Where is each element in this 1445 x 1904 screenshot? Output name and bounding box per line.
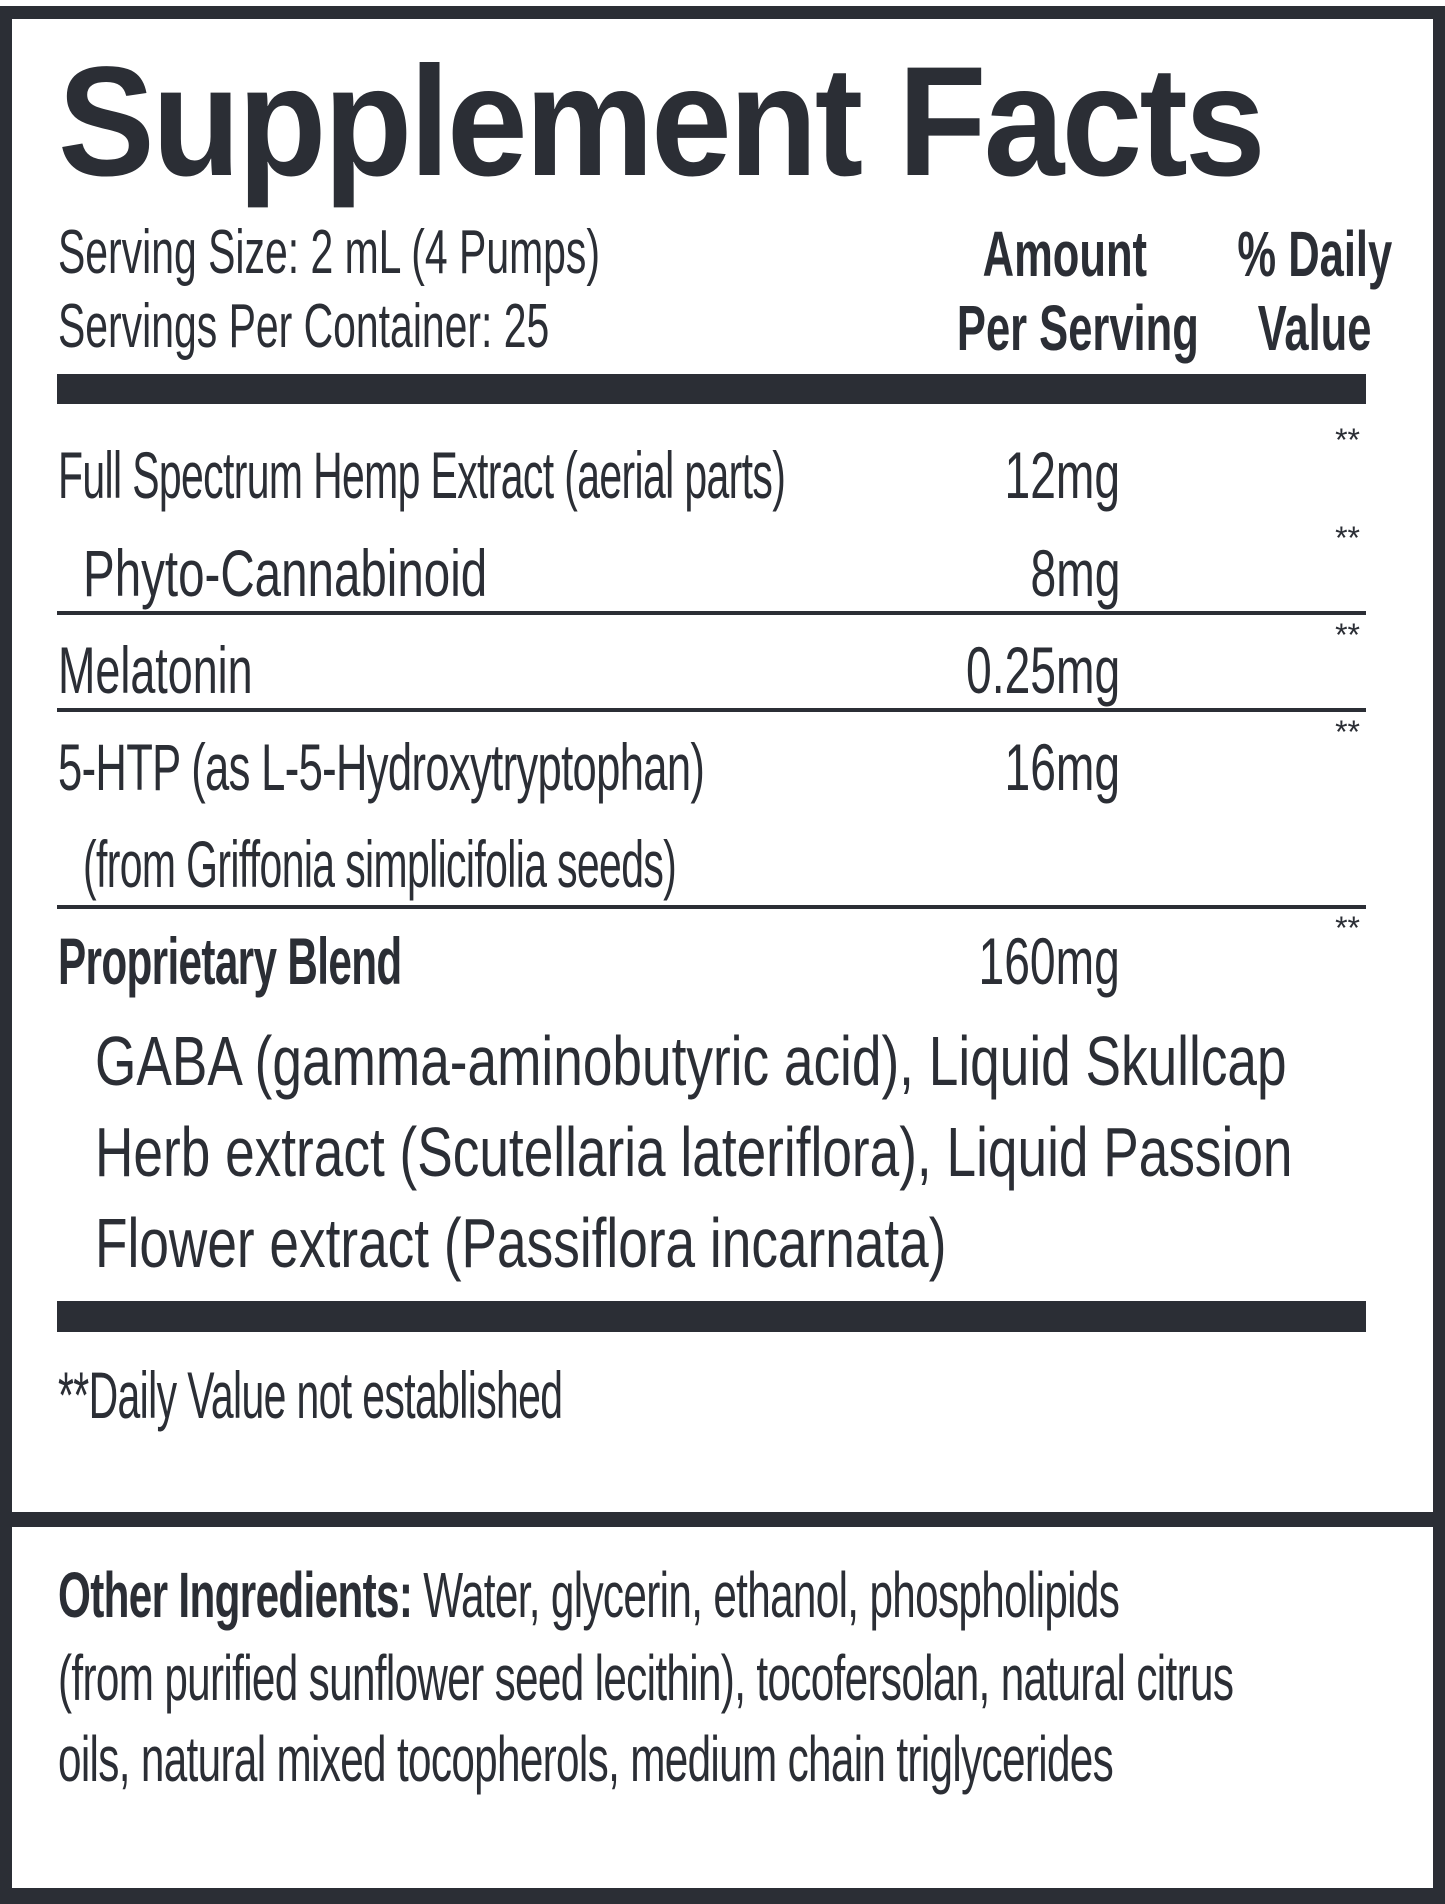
row-dv-text: ** xyxy=(1335,910,1360,946)
row-amount-text: 16mg xyxy=(1004,730,1120,804)
row-name-line2 xyxy=(83,827,1040,901)
row-name xyxy=(58,924,595,998)
row-amount xyxy=(900,924,1120,998)
section-separator xyxy=(0,1512,1445,1527)
amount-header xyxy=(900,218,1230,290)
row-dv-text: ** xyxy=(1335,617,1360,653)
row-name-text: Melatonin xyxy=(58,633,253,707)
row-amount-text: 160mg xyxy=(978,924,1120,998)
blend-line-text: GABA (gamma-aminobutyric acid), Liquid Skullcap xyxy=(95,1022,1287,1100)
row-name-text: Full Spectrum Hemp Extract (aerial parts) xyxy=(58,438,786,512)
row-amount xyxy=(900,633,1121,707)
row-amount xyxy=(900,438,1120,512)
row-name-line2-text: (from Griffonia simplicifolia seeds) xyxy=(83,827,677,901)
row-amount-text: 0.25mg xyxy=(966,633,1121,707)
divider xyxy=(57,611,1366,615)
other-ingredients-line1 xyxy=(58,1559,1445,1631)
blend-line xyxy=(95,1113,1445,1191)
thick-divider-top xyxy=(57,374,1366,404)
blend-line xyxy=(95,1204,1215,1282)
row-name xyxy=(58,730,1037,804)
row-name-text: Proprietary Blend xyxy=(58,924,402,998)
other-ingredients-text: (from purified sunflower seed lecithin), tocofersolan, natural citrus xyxy=(58,1642,1234,1714)
row-dv xyxy=(1260,424,1360,456)
blend-line-text: Flower extract (Passiflora incarnata) xyxy=(95,1204,947,1282)
amount-header-line2: Per Serving xyxy=(956,292,1199,364)
blend-line-text: Herb extract (Scutellaria lateriflora), Liquid Passion xyxy=(95,1113,1293,1191)
servings-per-container-text: Servings Per Container: 25 xyxy=(58,292,550,361)
row-amount xyxy=(900,536,1120,610)
divider xyxy=(57,708,1366,712)
divider xyxy=(57,905,1366,909)
dv-header-line1: % Daily xyxy=(1237,218,1393,290)
other-ingredients-label: Other Ingredients: xyxy=(58,1559,413,1631)
row-amount xyxy=(900,730,1120,804)
row-dv xyxy=(1260,522,1360,554)
other-ingredients-text: oils, natural mixed tocopherols, medium chain triglycerides xyxy=(58,1723,1114,1795)
row-name xyxy=(58,633,344,707)
thick-divider-bottom xyxy=(57,1301,1366,1332)
servings-per-container xyxy=(58,292,802,361)
other-ingredients-text: Water, glycerin, ethanol, phospholipids xyxy=(423,1559,1120,1631)
blend-line xyxy=(95,1022,1445,1100)
amount-header-line1: Amount xyxy=(982,218,1148,290)
other-ingredients-line2 xyxy=(58,1642,1445,1714)
row-name-text: 5-HTP (as L-5-Hydroxytryptophan) xyxy=(58,730,705,804)
row-dv-text: ** xyxy=(1335,714,1360,750)
serving-size xyxy=(58,218,879,287)
page-title xyxy=(58,35,1354,209)
amount-header-2 xyxy=(900,292,1230,364)
other-ingredients-line3 xyxy=(58,1723,1445,1795)
serving-size-text: Serving Size: 2 mL (4 Pumps) xyxy=(58,218,601,287)
row-dv xyxy=(1260,912,1360,944)
row-dv xyxy=(1260,716,1360,748)
dv-header xyxy=(1200,218,1430,290)
row-dv-text: ** xyxy=(1335,422,1360,458)
footnote-text: **Daily Value not established xyxy=(58,1358,563,1432)
row-name-text: Phyto-Cannabinoid xyxy=(83,536,488,610)
row-amount-text: 12mg xyxy=(1004,438,1120,512)
row-name xyxy=(83,536,644,610)
row-dv-text: ** xyxy=(1335,520,1360,556)
footnote xyxy=(58,1358,872,1432)
row-amount-text: 8mg xyxy=(1030,536,1120,610)
dv-header-2 xyxy=(1200,292,1430,364)
dv-header-line2: Value xyxy=(1258,292,1372,364)
title-text: Supplement Facts xyxy=(58,35,1263,209)
row-dv xyxy=(1260,619,1360,651)
